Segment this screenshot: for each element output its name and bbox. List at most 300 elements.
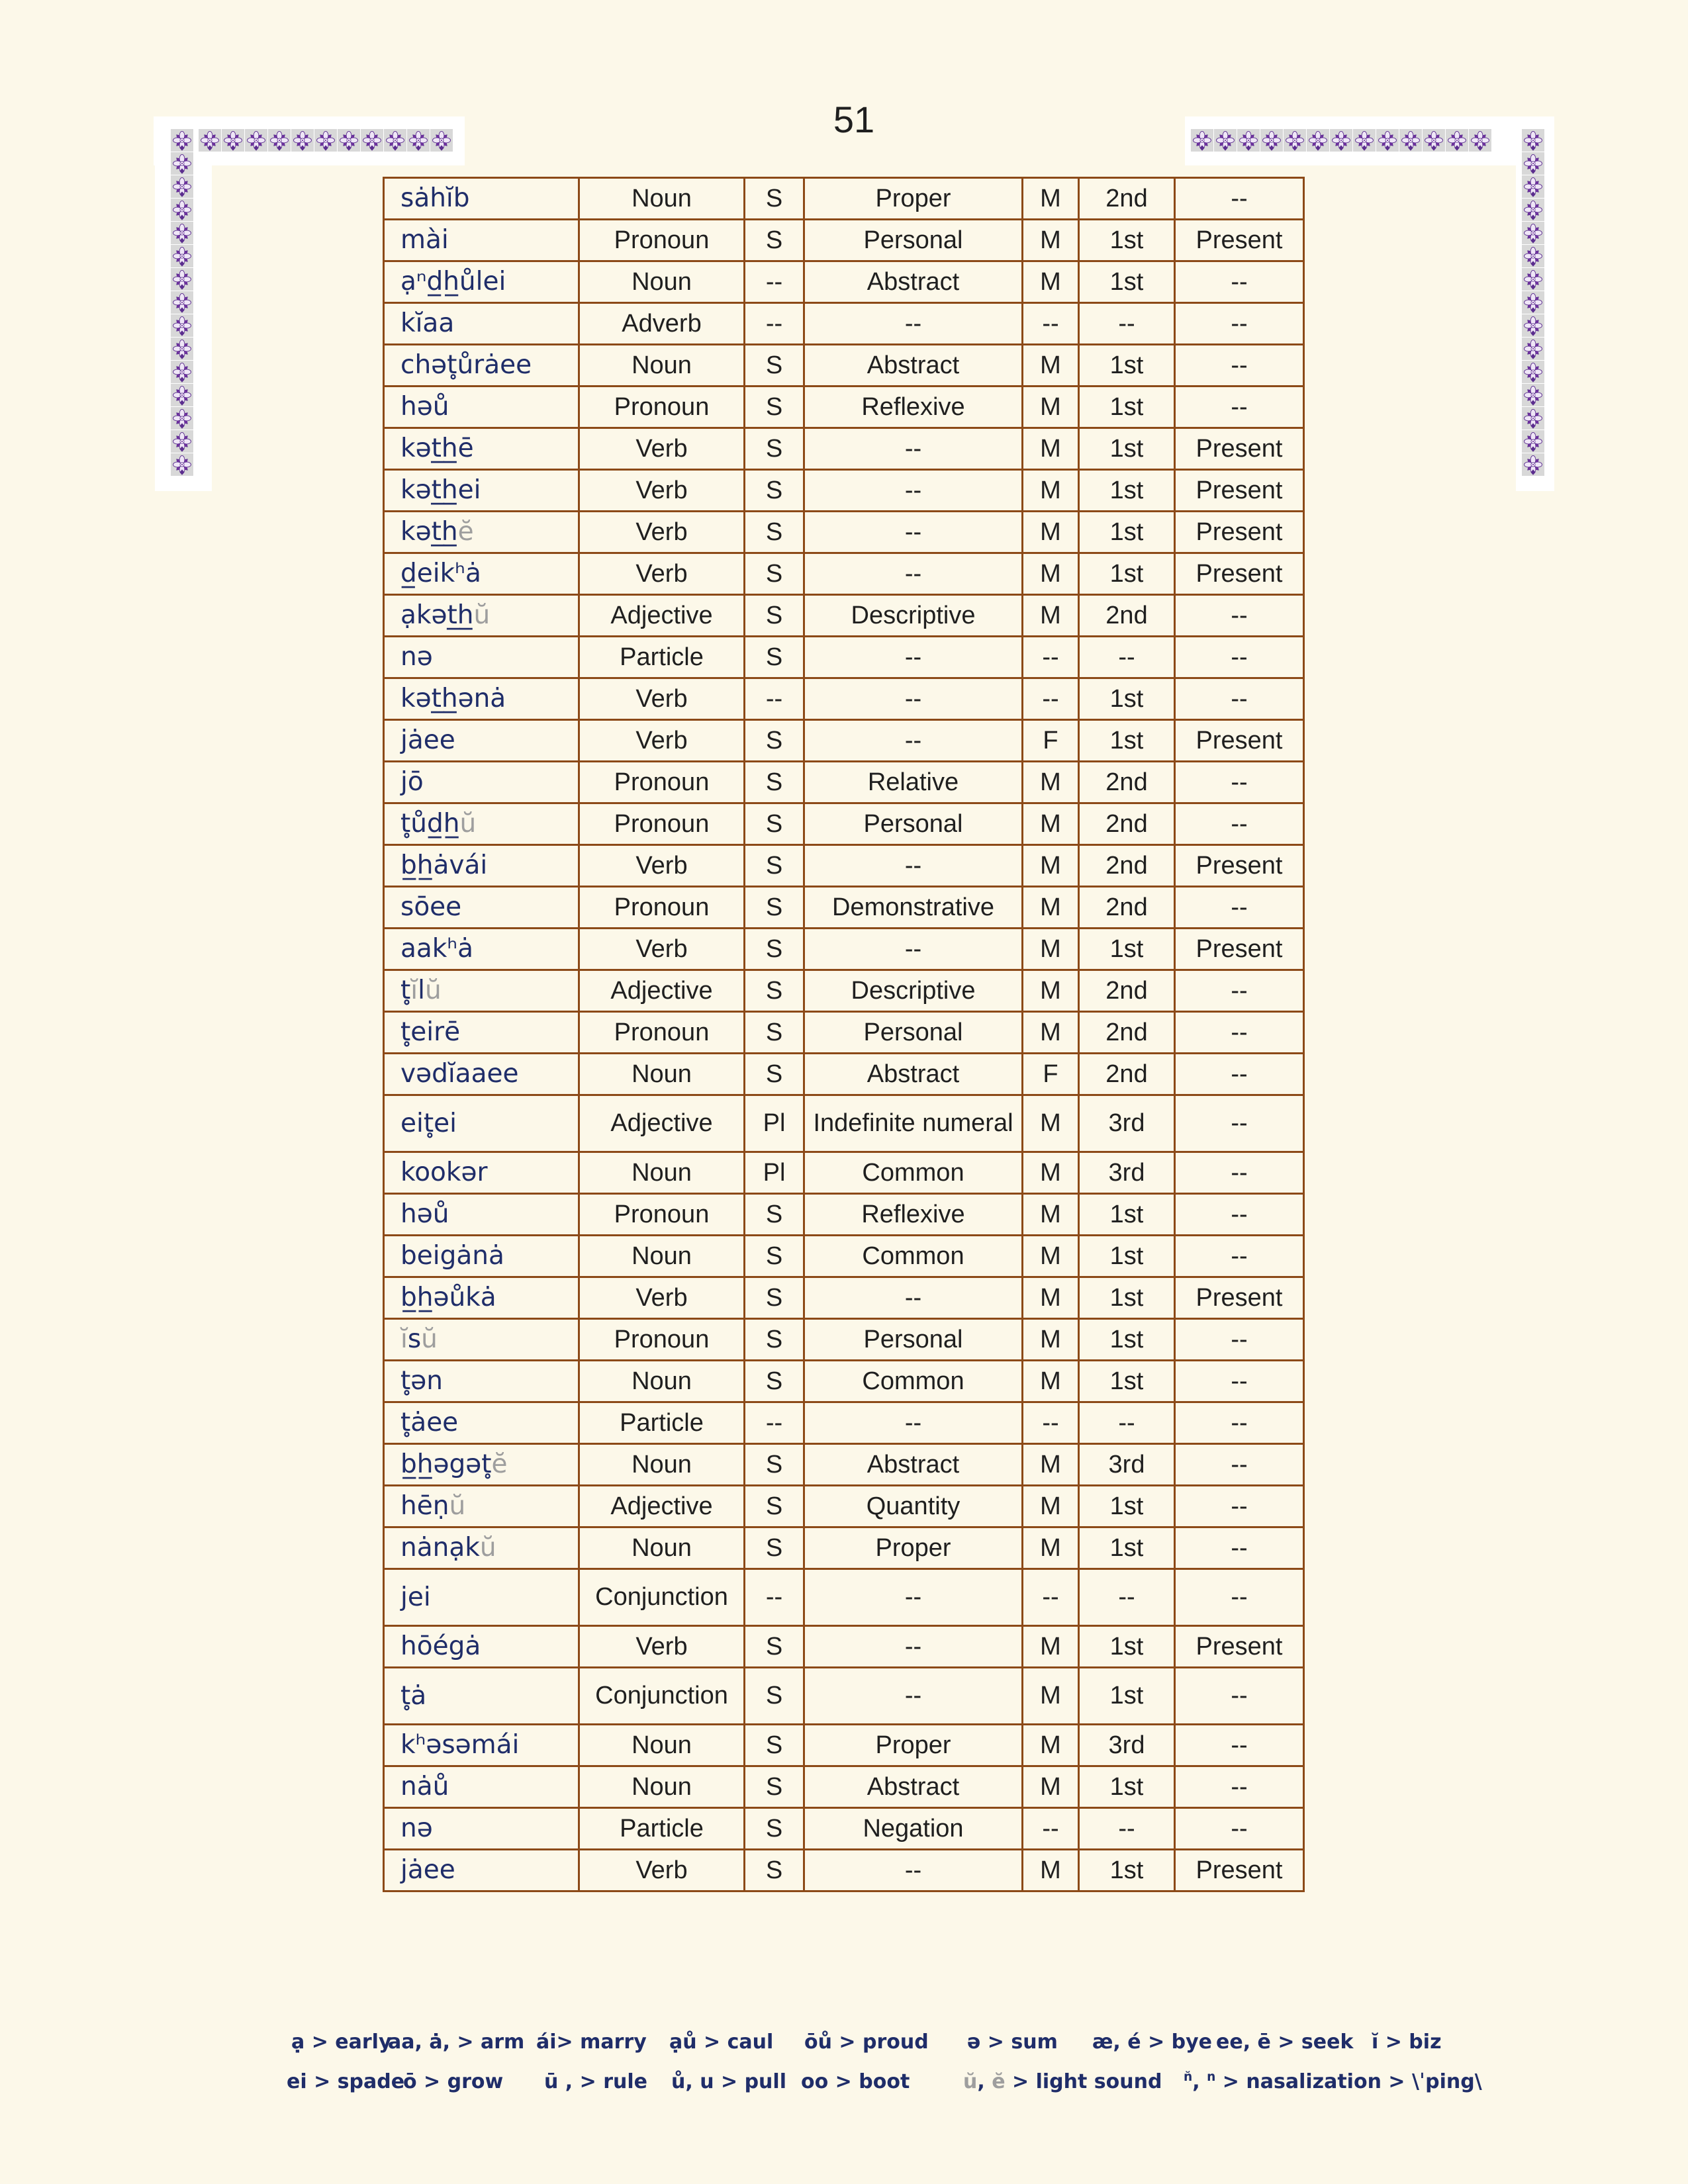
pos-cell: Particle <box>579 637 745 678</box>
type-cell: Common <box>804 1361 1023 1402</box>
person-cell: -- <box>1079 637 1175 678</box>
type-cell: Negation <box>804 1808 1023 1850</box>
number-cell: S <box>745 1527 804 1569</box>
tense-cell: -- <box>1175 1725 1304 1766</box>
key-entry-line1-4: ōů > proud <box>804 2030 929 2054</box>
number-cell: S <box>745 1808 804 1850</box>
table-row <box>384 1319 1304 1361</box>
left-top-row-flower <box>245 129 267 152</box>
right-top-row-flower <box>1423 129 1445 152</box>
number-cell: S <box>745 1486 804 1527</box>
flower-icon <box>1523 385 1544 406</box>
tense-cell: -- <box>1175 345 1304 387</box>
tense-cell: -- <box>1175 261 1304 303</box>
number-cell: S <box>745 720 804 762</box>
person-cell: 2nd <box>1079 887 1175 929</box>
word-cell: həů <box>384 387 579 428</box>
gender-cell: M <box>1023 178 1079 220</box>
gender-cell: -- <box>1023 303 1079 345</box>
word-cell: kət̲h̲ē <box>384 428 579 470</box>
gender-cell: M <box>1023 1152 1079 1194</box>
table-row <box>384 1236 1304 1277</box>
word-cell: hōégȧ <box>384 1626 579 1668</box>
page-number: 51 <box>833 99 875 140</box>
flower-icon <box>1523 153 1544 174</box>
table-row <box>384 387 1304 428</box>
pos-cell: Conjunction <box>579 1668 745 1725</box>
word-cell: t̥ən <box>384 1361 579 1402</box>
right-corner-column-flower <box>1522 430 1544 453</box>
gender-cell: -- <box>1023 1569 1079 1626</box>
type-cell: -- <box>804 1850 1023 1891</box>
word-cell: ạkət̲h̲ŭ <box>384 595 579 637</box>
pos-cell: Noun <box>579 1054 745 1095</box>
right-top-row-flower <box>1284 129 1306 152</box>
number-cell: S <box>745 1444 804 1486</box>
pos-cell: Verb <box>579 678 745 720</box>
pos-cell: Noun <box>579 1236 745 1277</box>
pos-cell: Noun <box>579 1361 745 1402</box>
table-row <box>384 470 1304 512</box>
flower-icon <box>199 130 220 151</box>
tense-cell: -- <box>1175 1527 1304 1569</box>
key-entry-line2-0: ei > spade <box>287 2070 405 2093</box>
right-corner-column-flower <box>1522 291 1544 314</box>
flower-icon <box>269 130 290 151</box>
key-entry-line1-8: ĭ > biz <box>1372 2030 1442 2054</box>
table-row <box>384 929 1304 970</box>
table-row <box>384 1808 1304 1850</box>
grammar-table <box>383 177 1305 1892</box>
table-row <box>384 553 1304 595</box>
type-cell: Abstract <box>804 1444 1023 1486</box>
flower-icon <box>1238 130 1259 151</box>
number-cell: S <box>745 803 804 845</box>
right-top-row-flower <box>1191 129 1213 152</box>
tense-cell: -- <box>1175 387 1304 428</box>
gender-cell: M <box>1023 1444 1079 1486</box>
table-row <box>384 1012 1304 1054</box>
flower-icon <box>1354 130 1375 151</box>
number-cell: -- <box>745 303 804 345</box>
key-entry-line2-6: $^{n̆}$, $^n$ > nasalization > \ˈping\ <box>1184 2070 1482 2093</box>
number-cell: S <box>745 470 804 512</box>
flower-icon <box>171 246 193 267</box>
left-top-row-flower <box>222 129 244 152</box>
person-cell: 2nd <box>1079 845 1175 887</box>
pos-cell: Pronoun <box>579 887 745 929</box>
key-entry-line2-1: ō > grow <box>403 2070 504 2093</box>
flower-icon <box>171 454 193 475</box>
flower-icon <box>171 153 193 174</box>
gender-cell: M <box>1023 1527 1079 1569</box>
word-cell: d̲eikʰȧ <box>384 553 579 595</box>
key-entry-line2-4: oo > boot <box>801 2070 910 2093</box>
right-corner-column-flower <box>1522 245 1544 267</box>
left-top-row-flower <box>384 129 406 152</box>
word-cell: b̲h̲əgət̥ĕ <box>384 1444 579 1486</box>
tense-cell: -- <box>1175 678 1304 720</box>
type-cell: -- <box>804 303 1023 345</box>
key-entry-line2-5: ŭ, ĕ > light sound <box>963 2070 1162 2093</box>
type-cell: -- <box>804 637 1023 678</box>
number-cell: S <box>745 595 804 637</box>
tense-cell: -- <box>1175 762 1304 803</box>
tense-cell: -- <box>1175 1012 1304 1054</box>
type-cell: Descriptive <box>804 970 1023 1012</box>
flower-icon <box>1446 130 1468 151</box>
number-cell: S <box>745 762 804 803</box>
flower-icon <box>315 130 336 151</box>
gender-cell: M <box>1023 1766 1079 1808</box>
tense-cell: -- <box>1175 1668 1304 1725</box>
tense-cell: -- <box>1175 1402 1304 1444</box>
type-cell: Personal <box>804 803 1023 845</box>
type-cell: Proper <box>804 1725 1023 1766</box>
pos-cell: Verb <box>579 428 745 470</box>
word-cell: ĭsŭ <box>384 1319 579 1361</box>
number-cell: S <box>745 1236 804 1277</box>
flower-icon <box>1470 130 1491 151</box>
word-cell: həů <box>384 1194 579 1236</box>
gender-cell: M <box>1023 512 1079 553</box>
key-entry-line1-5: ə > sum <box>967 2030 1058 2054</box>
right-top-row-flower <box>1307 129 1329 152</box>
pos-cell: Verb <box>579 1626 745 1668</box>
word-cell: eit̥ei <box>384 1095 579 1152</box>
tense-cell: -- <box>1175 887 1304 929</box>
word-cell: mài <box>384 220 579 261</box>
table-row <box>384 803 1304 845</box>
tense-cell: Present <box>1175 1277 1304 1319</box>
flower-icon <box>171 222 193 244</box>
pos-cell: Noun <box>579 345 745 387</box>
left-corner-column-flower <box>171 338 193 360</box>
type-cell: -- <box>804 1626 1023 1668</box>
type-cell: Personal <box>804 220 1023 261</box>
right-top-row-flower <box>1353 129 1376 152</box>
pos-cell: Verb <box>579 1850 745 1891</box>
table-row <box>384 220 1304 261</box>
person-cell: 1st <box>1079 720 1175 762</box>
flower-icon <box>1331 130 1352 151</box>
person-cell: 2nd <box>1079 1054 1175 1095</box>
type-cell: Descriptive <box>804 595 1023 637</box>
number-cell: -- <box>745 678 804 720</box>
flower-icon <box>1523 361 1544 383</box>
type-cell: Proper <box>804 178 1023 220</box>
pos-cell: Noun <box>579 1766 745 1808</box>
right-top-row-flower <box>1446 129 1468 152</box>
right-corner-column-flower <box>1522 152 1544 175</box>
type-cell: Common <box>804 1236 1023 1277</box>
number-cell: S <box>745 637 804 678</box>
type-cell: Abstract <box>804 261 1023 303</box>
left-corner-column-flower <box>171 314 193 337</box>
person-cell: 1st <box>1079 678 1175 720</box>
number-cell: S <box>745 929 804 970</box>
number-cell: -- <box>745 1569 804 1626</box>
tense-cell: -- <box>1175 1361 1304 1402</box>
type-cell: -- <box>804 720 1023 762</box>
right-top-row-flower <box>1260 129 1283 152</box>
gender-cell: M <box>1023 762 1079 803</box>
person-cell: 1st <box>1079 929 1175 970</box>
pos-cell: Verb <box>579 512 745 553</box>
person-cell: 1st <box>1079 345 1175 387</box>
flower-icon <box>171 408 193 429</box>
tense-cell: -- <box>1175 1236 1304 1277</box>
number-cell: S <box>745 1012 804 1054</box>
type-cell: -- <box>804 929 1023 970</box>
table-row <box>384 178 1304 220</box>
number-cell: Pl <box>745 1095 804 1152</box>
table-row <box>384 845 1304 887</box>
word-cell: nə <box>384 1808 579 1850</box>
type-cell: -- <box>804 1668 1023 1725</box>
person-cell: 3rd <box>1079 1095 1175 1152</box>
gender-cell: M <box>1023 1236 1079 1277</box>
type-cell: Abstract <box>804 345 1023 387</box>
pos-cell: Conjunction <box>579 1569 745 1626</box>
person-cell: 2nd <box>1079 762 1175 803</box>
pos-cell: Adjective <box>579 595 745 637</box>
type-cell: -- <box>804 470 1023 512</box>
flower-icon <box>1192 130 1213 151</box>
pos-cell: Particle <box>579 1808 745 1850</box>
person-cell: 3rd <box>1079 1444 1175 1486</box>
flower-icon <box>1523 176 1544 197</box>
flower-icon <box>338 130 359 151</box>
number-cell: S <box>745 553 804 595</box>
table-row <box>384 303 1304 345</box>
gender-cell: M <box>1023 1626 1079 1668</box>
flower-icon <box>1523 199 1544 220</box>
right-top-row-flower <box>1214 129 1237 152</box>
type-cell: Quantity <box>804 1486 1023 1527</box>
table-row <box>384 1402 1304 1444</box>
table-row <box>384 261 1304 303</box>
word-cell: nə <box>384 637 579 678</box>
person-cell: 1st <box>1079 1850 1175 1891</box>
person-cell: 1st <box>1079 1766 1175 1808</box>
tense-cell: Present <box>1175 512 1304 553</box>
table-row <box>384 970 1304 1012</box>
left-corner-column-flower <box>171 129 193 152</box>
flower-icon <box>1523 269 1544 290</box>
pos-cell: Verb <box>579 1277 745 1319</box>
type-cell: Personal <box>804 1319 1023 1361</box>
pos-cell: Verb <box>579 470 745 512</box>
left-corner-column-flower <box>171 175 193 198</box>
type-cell: Abstract <box>804 1766 1023 1808</box>
key-entry-line1-7: ee, ē > seek <box>1216 2030 1354 2054</box>
word-cell: jō <box>384 762 579 803</box>
flower-icon <box>171 199 193 220</box>
word-cell: t̥ȧee <box>384 1402 579 1444</box>
word-cell: jȧee <box>384 1850 579 1891</box>
number-cell: S <box>745 1626 804 1668</box>
tense-cell: -- <box>1175 1152 1304 1194</box>
person-cell: 1st <box>1079 1236 1175 1277</box>
pos-cell: Verb <box>579 929 745 970</box>
gender-cell: -- <box>1023 678 1079 720</box>
number-cell: S <box>745 1361 804 1402</box>
right-top-row-flower <box>1376 129 1399 152</box>
number-cell: S <box>745 178 804 220</box>
number-cell: S <box>745 845 804 887</box>
gender-cell: M <box>1023 387 1079 428</box>
gender-cell: M <box>1023 1319 1079 1361</box>
person-cell: 1st <box>1079 387 1175 428</box>
number-cell: -- <box>745 261 804 303</box>
person-cell: 1st <box>1079 1319 1175 1361</box>
flower-icon <box>171 338 193 359</box>
left-corner-column-flower <box>171 291 193 314</box>
gender-cell: M <box>1023 1095 1079 1152</box>
gender-cell: -- <box>1023 1402 1079 1444</box>
right-corner-column-flower <box>1522 175 1544 198</box>
word-cell: b̲h̲əůkȧ <box>384 1277 579 1319</box>
gender-cell: F <box>1023 1054 1079 1095</box>
word-cell: kĭaa <box>384 303 579 345</box>
word-cell: jȧee <box>384 720 579 762</box>
person-cell: 1st <box>1079 470 1175 512</box>
person-cell: 2nd <box>1079 1012 1175 1054</box>
key-entry-line1-6: æ, é > bye <box>1092 2030 1213 2054</box>
gender-cell: M <box>1023 887 1079 929</box>
pos-cell: Pronoun <box>579 387 745 428</box>
right-corner-column-flower <box>1522 268 1544 291</box>
word-cell: ạⁿd̲h̲ůlei <box>384 261 579 303</box>
gender-cell: M <box>1023 345 1079 387</box>
flower-icon <box>171 315 193 336</box>
pos-cell: Pronoun <box>579 803 745 845</box>
right-top-row-flower <box>1237 129 1260 152</box>
word-cell: kət̲h̲ĕ <box>384 512 579 553</box>
flower-icon <box>1261 130 1282 151</box>
key-entry-line1-0: ạ > early <box>291 2030 392 2054</box>
table-row <box>384 762 1304 803</box>
flower-icon <box>1523 454 1544 475</box>
flower-icon <box>1523 431 1544 452</box>
person-cell: 1st <box>1079 220 1175 261</box>
left-corner-column-flower <box>171 152 193 175</box>
word-cell: kʰəsəmái <box>384 1725 579 1766</box>
number-cell: S <box>745 1319 804 1361</box>
person-cell: 1st <box>1079 1277 1175 1319</box>
word-cell: t̥ĭlŭ <box>384 970 579 1012</box>
gender-cell: -- <box>1023 637 1079 678</box>
person-cell: -- <box>1079 1808 1175 1850</box>
tense-cell: -- <box>1175 595 1304 637</box>
flower-icon <box>1400 130 1421 151</box>
pos-cell: Verb <box>579 845 745 887</box>
table-row <box>384 595 1304 637</box>
right-corner-column-flower <box>1522 199 1544 221</box>
type-cell: Abstract <box>804 1054 1023 1095</box>
tense-cell: Present <box>1175 553 1304 595</box>
flower-icon <box>246 130 267 151</box>
person-cell: 1st <box>1079 553 1175 595</box>
right-corner-column-flower <box>1522 338 1544 360</box>
right-corner-column-flower <box>1522 384 1544 406</box>
flower-icon <box>431 130 452 151</box>
pos-cell: Noun <box>579 1527 745 1569</box>
flower-icon <box>171 130 193 151</box>
word-cell: kookər <box>384 1152 579 1194</box>
tense-cell: -- <box>1175 1808 1304 1850</box>
pos-cell: Pronoun <box>579 220 745 261</box>
right-top-row-flower <box>1399 129 1422 152</box>
table-row <box>384 1725 1304 1766</box>
left-top-row-flower <box>430 129 453 152</box>
table-row <box>384 1569 1304 1626</box>
person-cell: 2nd <box>1079 803 1175 845</box>
key-entry-line2-3: ů, u > pull <box>671 2070 786 2093</box>
number-cell: S <box>745 345 804 387</box>
number-cell: S <box>745 887 804 929</box>
number-cell: S <box>745 970 804 1012</box>
flower-icon <box>1523 222 1544 244</box>
tense-cell: Present <box>1175 929 1304 970</box>
person-cell: -- <box>1079 1569 1175 1626</box>
type-cell: -- <box>804 678 1023 720</box>
right-corner-column-flower <box>1522 361 1544 383</box>
pos-cell: Pronoun <box>579 1194 745 1236</box>
word-cell: kət̲h̲ei <box>384 470 579 512</box>
person-cell: 1st <box>1079 428 1175 470</box>
tense-cell: -- <box>1175 970 1304 1012</box>
left-corner-column-flower <box>171 222 193 244</box>
flower-icon <box>1284 130 1305 151</box>
pos-cell: Adjective <box>579 1095 745 1152</box>
tense-cell: -- <box>1175 1194 1304 1236</box>
right-top-row-flower <box>1469 129 1491 152</box>
left-top-row-flower <box>291 129 314 152</box>
word-cell: beigȧnȧ <box>384 1236 579 1277</box>
type-cell: Relative <box>804 762 1023 803</box>
flower-icon <box>385 130 406 151</box>
gender-cell: M <box>1023 595 1079 637</box>
pos-cell: Adjective <box>579 1486 745 1527</box>
flower-icon <box>292 130 313 151</box>
number-cell: S <box>745 220 804 261</box>
word-cell: nȧnạkŭ <box>384 1527 579 1569</box>
tense-cell: Present <box>1175 428 1304 470</box>
gender-cell: M <box>1023 1668 1079 1725</box>
flower-icon <box>1215 130 1236 151</box>
key-entry-line1-3: ạů > caul <box>669 2030 774 2054</box>
flower-icon <box>171 385 193 406</box>
type-cell: Reflexive <box>804 1194 1023 1236</box>
number-cell: S <box>745 1054 804 1095</box>
left-top-row-flower <box>199 129 221 152</box>
right-top-row-flower <box>1330 129 1352 152</box>
person-cell: 3rd <box>1079 1152 1175 1194</box>
flower-icon <box>408 130 429 151</box>
person-cell: 1st <box>1079 1486 1175 1527</box>
tense-cell: Present <box>1175 220 1304 261</box>
gender-cell: M <box>1023 553 1079 595</box>
type-cell: -- <box>804 1277 1023 1319</box>
pos-cell: Pronoun <box>579 1319 745 1361</box>
table-row <box>384 1194 1304 1236</box>
tense-cell: Present <box>1175 1850 1304 1891</box>
flower-icon <box>171 269 193 290</box>
table-row <box>384 1766 1304 1808</box>
left-corner-column-flower <box>171 453 193 476</box>
